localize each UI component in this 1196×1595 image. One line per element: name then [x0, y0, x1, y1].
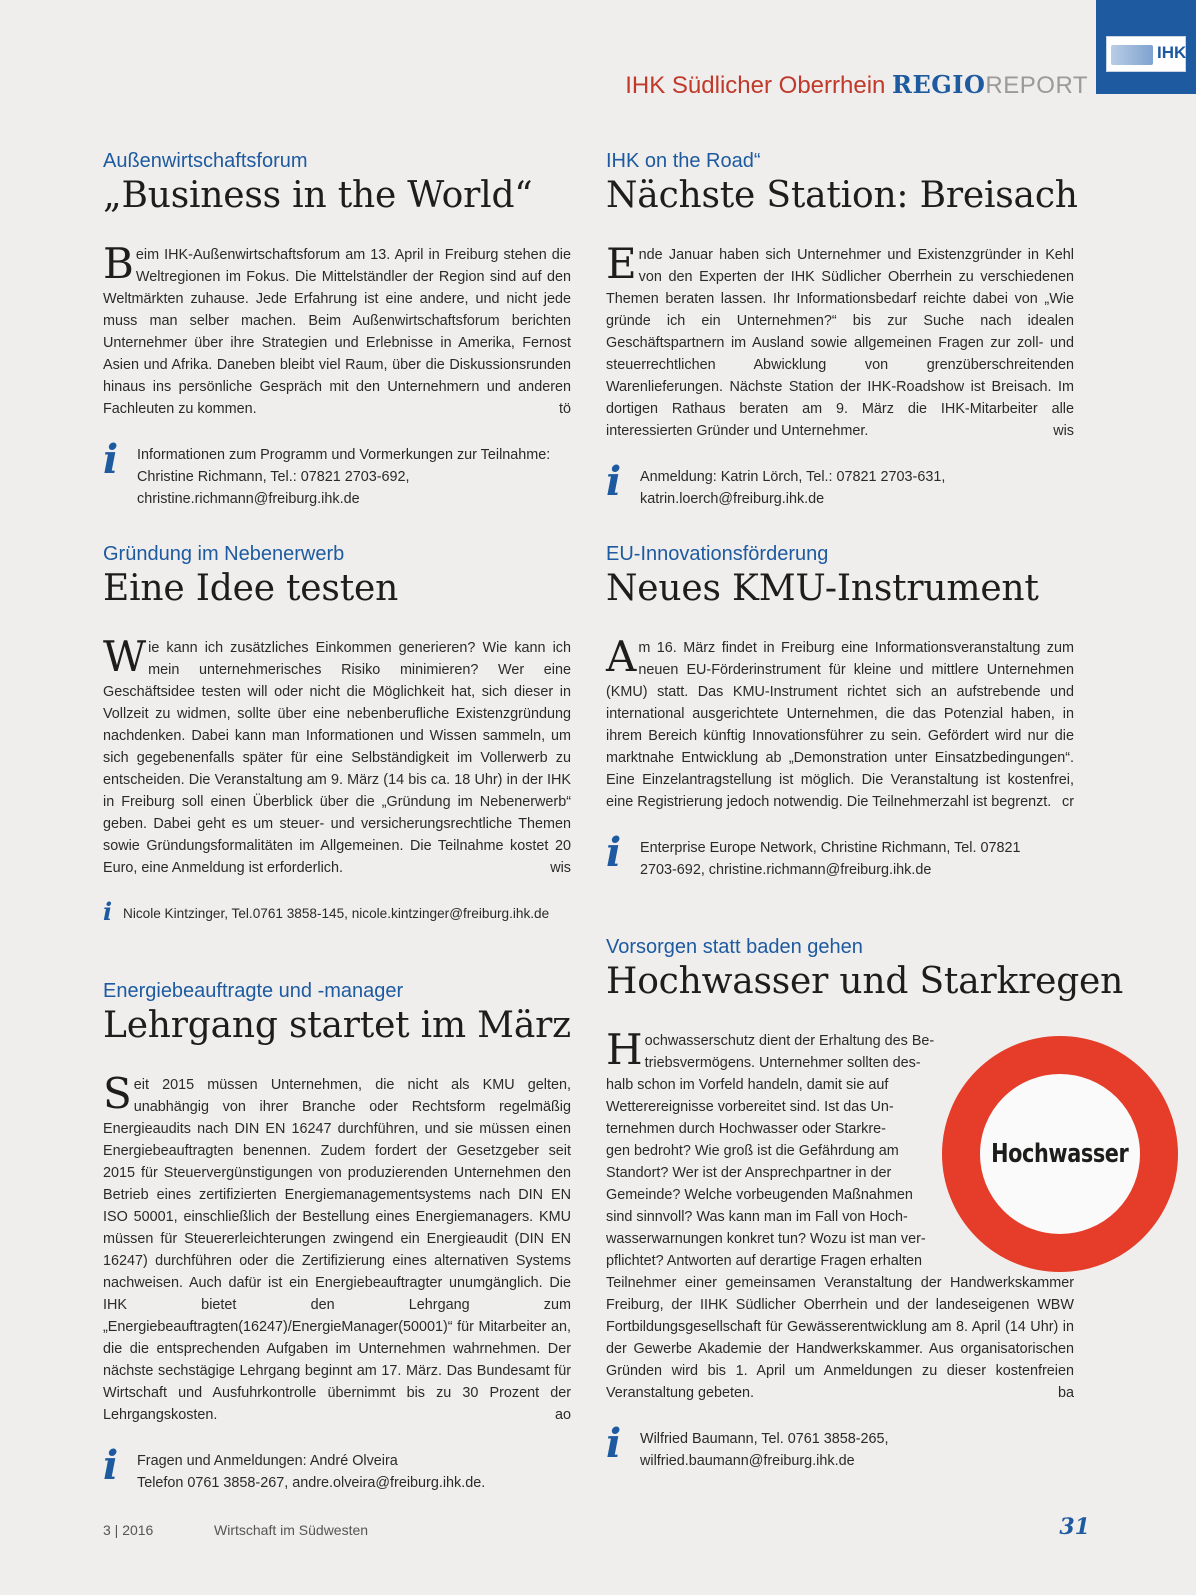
info-icon: i [103, 1442, 119, 1489]
info-icon: i [606, 829, 622, 876]
header-title-ihk: IHK Südlicher Oberrhein [625, 72, 886, 99]
info-icon: i [103, 436, 119, 483]
info-line: Nicole Kintzinger, Tel.0761 3858-145, nicole.kintzinger@freiburg.ihk.de [123, 906, 550, 921]
body-line: Gemeinde? Welche vorbeugenden Maßnahmen [606, 1187, 913, 1203]
info-email[interactable]: wilfried.baumann@freiburg.ihk.de [640, 1453, 855, 1469]
header-title-report: REPORT [985, 72, 1088, 99]
body-line: wasserwarnungen konkret tun? Wozu ist man ver- [606, 1231, 926, 1247]
info-icon: i [606, 458, 622, 505]
drop-cap: A [606, 632, 637, 681]
page-number: 31 [1059, 1514, 1090, 1540]
body-line: Standort? Wer ist der Ansprechpartner in der [606, 1165, 892, 1181]
author-initials: cr [1062, 794, 1074, 810]
info-line: Fragen und Anmeldungen: André Olveira [137, 1453, 398, 1469]
author-initials: wis [1053, 423, 1074, 439]
author-initials: tö [558, 401, 571, 417]
article-kmu-instrument [606, 541, 1074, 881]
headline: „Business in the World“ [103, 175, 533, 216]
info-icon: i [103, 897, 113, 926]
headline: Hochwasser und Starkregen [606, 961, 1124, 1002]
info-box [606, 458, 1074, 510]
header-tab [1096, 0, 1196, 94]
info-line: Anmeldung: Katrin Lörch, Tel.: 07821 2703-631, [640, 469, 946, 485]
info-box [103, 897, 571, 926]
kicker: IHK on the Road“ [606, 150, 761, 172]
article-body [103, 632, 571, 879]
body-line: ochwasserschutz dient der Erhaltung des Be- [644, 1033, 935, 1049]
info-icon: i [606, 1420, 622, 1467]
kicker: Gründung im Nebenerwerb [103, 543, 345, 565]
body-rest [606, 1272, 1074, 1404]
footer-issue: 3 | 2016 [103, 1522, 154, 1538]
header-title-regio: REGIO [892, 70, 986, 99]
body-line: sind sinnvoll? Was kann man im Fall von Hoch- [606, 1209, 908, 1225]
body-line: pflichtet? Antworten auf derartige Fragen erhalten [606, 1253, 922, 1269]
article-nebenerwerb [103, 541, 571, 925]
body-text: eim IHK-Außenwirtschaftsforum am 13. April in Freiburg stehen die Weltregionen im Fokus. Die Mittelständler der Region sind auf den Weltmärkten zuhause. Jede Erfahrung ist eine andere, und nicht jede muss man selber machen. Beim Außenwirtschaftsforum berichten Unternehmer über ihre Strategien und Erlebnisse in Amerika, Fernost Asien und Afrika. Daneben bleibt viel Raum, über die Diskussionsrunden hinaus ins persönliche Gespräch mit den Unternehmern und anderen Fachleuten zu kommen. [103, 247, 571, 417]
footer-magazine: Wirtschaft im Südwesten [214, 1522, 369, 1538]
sign-text: Hochwasser [991, 1139, 1129, 1169]
info-box [103, 1442, 571, 1494]
headline: Eine Idee testen [103, 568, 399, 609]
drop-cap: H [606, 1025, 643, 1074]
headline: Neues KMU-Instrument [606, 568, 1039, 609]
article-body [103, 239, 571, 420]
info-line: Informationen zum Programm und Vormerkungen zur Teilnahme: [137, 447, 551, 463]
body-line: gen bedroht? Wie groß ist die Gefährdung am [606, 1143, 899, 1159]
info-box [606, 1420, 1074, 1472]
body-line: Wetterereignisse vorbereitet sind. Ist das Un- [606, 1099, 894, 1115]
body-text: nde Januar haben sich Unternehmer und Existenzgründer in Kehl von den Experten der IHK Südlicher Oberrhein zu verschiedenen Themen beraten lassen. Ihr Informationsbedarf reichte dabei von „Wie gründe ich ein Unternehmen?“ bis zur Suche nach idealen Geschäftspartnern im Ausland sowie allgemeinen Fragen zur zoll- und steuerrechtlichen Abwicklung von grenzüberschreitenden Warenlieferungen. Nächste Station der IHK-Roadshow ist Breisach. Im dortigen Rathaus beraten am 9. März die IHK-Mitarbeiter alle interessierten Gründer und Unternehmer. [606, 247, 1074, 439]
info-line: Christine Richmann, Tel.: 07821 2703-692, [137, 469, 410, 485]
body-text: eit 2015 müssen Unternehmen, die nicht als KMU gelten, unabhängig von ihrer Branche oder Rechtsform regelmäßig Energieaudits nach DIN EN 16247 durchführen, und sie müssen einen Energiebeauftragten benennen. Zudem fordert der Gesetzgeber seit 2015 für Steuervergünstigungen von produzierenden Unternehmen den Betrieb eines zertifizierten Energiemanagementsystems nach DIN EN ISO 50001, einschließlich der Bestellung eines Energiemanagers. KMU müssen für Steuererleichterungen zwingend ein Energieaudit (DIN EN 16247) durchführen oder die Zertifizierung eines alternativen Systems nachweisen. Auch dafür ist ein Energiebeauftragter unumgänglich. Die IHK bietet den Lehrgang zum „Energiebeauftragten(16247)/EnergieManager(50001)“ für Mitarbeiter an, die die entsprechenden Aufgaben im Unternehmen wahrnehmen. Der nächste sechstägige Lehrgang beginnt am 17. März. Das Bundesamt für Wirtschaft und Ausfuhrkontrolle übernimmt bis zu 30 Prozent der Lehrgangskosten. [103, 1077, 571, 1423]
info-email[interactable]: Telefon 0761 3858-267, andre.olveira@freiburg.ihk.de. [137, 1475, 486, 1491]
logo-text: IHK [1157, 43, 1187, 62]
body-line: triebsvermögens. Unternehmer sollten des- [644, 1055, 921, 1071]
body-text: m 16. März findet in Freiburg eine Informationsveranstaltung zum neuen EU-Förderinstrument für kleine und mittlere Unternehmen (KMU) statt. Das KMU-Instrument richtet sich an aufstrebende und international ausgerichtete Unternehmen, die das Potenzial haben, in ihrem Bereich künftig Innovationsführer zu sein. Gefördert wird nur die marktnahe Entwicklung ab „Demonstration unter Einsatzbedingungen“. Eine Einzelantragstellung ist möglich. Die Veranstaltung ist kostenfrei, eine Registrierung jedoch notwendig. Die Teilnehmerzahl ist begrenzt. [606, 640, 1074, 810]
article-body [606, 632, 1074, 813]
header-title [625, 70, 1088, 100]
body-line: ternehmen durch Hochwasser oder Starkre- [606, 1121, 886, 1137]
info-box [606, 829, 1074, 881]
kicker: Energiebeauftragte und -manager [103, 980, 404, 1002]
article-business-world [103, 148, 571, 510]
kicker: Vorsorgen statt baden gehen [606, 936, 863, 958]
logo-swoosh-icon [1111, 45, 1153, 65]
drop-cap: S [103, 1069, 132, 1118]
article-body [103, 1069, 571, 1426]
article-body [606, 239, 1074, 442]
headline: Nächste Station: Breisach [606, 175, 1078, 216]
drop-cap: E [606, 239, 637, 288]
ihk-logo [1106, 36, 1186, 72]
body-line: halb schon im Vorfeld handeln, damit sie auf [606, 1077, 889, 1093]
article-lehrgang [103, 978, 571, 1494]
author-initials: ba [1057, 1385, 1074, 1401]
author-initials: ao [554, 1407, 571, 1423]
author-initials: wis [550, 860, 571, 876]
info-line: Wilfried Baumann, Tel. 0761 3858-265, [640, 1431, 889, 1447]
drop-cap: W [103, 632, 147, 681]
article-breisach [606, 148, 1078, 510]
info-box [103, 436, 571, 510]
kicker: Außenwirtschaftsforum [103, 150, 308, 172]
info-email[interactable]: 2703-692, christine.richmann@freiburg.ihk.de [640, 862, 932, 878]
info-email[interactable]: katrin.loerch@freiburg.ihk.de [640, 491, 825, 507]
headline: Lehrgang startet im März [103, 1005, 571, 1046]
hochwasser-sign-image [942, 1036, 1178, 1272]
info-email[interactable]: christine.richmann@freiburg.ihk.de [137, 491, 360, 507]
drop-cap: B [103, 239, 134, 288]
body-text: ie kann ich zusätzliches Einkommen generieren? Wie kann ich mein unternehmerisches Risiko minimieren? Wer eine Geschäftsidee testen will oder nicht die Möglichkeit hat, sich dieser in Vollzeit zu widmen, sollte über eine nebenberufliche Existenzgründung nachdenken. Dabei kann man Informationen und Wissen sammeln, um sich gegebenenfalls später für eine Selbständigkeit im Vollerwerb zu entscheiden. Die Veranstaltung am 9. März (14 bis ca. 18 Uhr) in der IHK in Freiburg soll einen Überblick über die „Gründung im Nebenerwerb“ geben. Dabei geht es um steuer- und versicherungsrechtliche Themen sowie Gründungsformalitäten im Allgemeinen. Die Teilnahme kostet 20 Euro, eine Anmeldung ist erforderlich. [103, 640, 571, 876]
body-text: Teilnehmer einer gemeinsamen Veranstaltung der Handwerkskammer Freiburg, der IIHK Südlicher Oberrhein und der landeseigenen WBW Fortbildungsgesellschaft für Gewässerentwicklung am 8. April (14 Uhr) in der Gewerbe Akademie der Handwerkskammer. Aus organisatorischen Gründen wird bis 1. April um Anmeldungen zu dieser kostenfreien Veranstaltung gebeten. [606, 1275, 1074, 1401]
info-line: Enterprise Europe Network, Christine Richmann, Tel. 07821 [640, 840, 1021, 856]
kicker: EU-Innovationsförderung [606, 543, 829, 565]
